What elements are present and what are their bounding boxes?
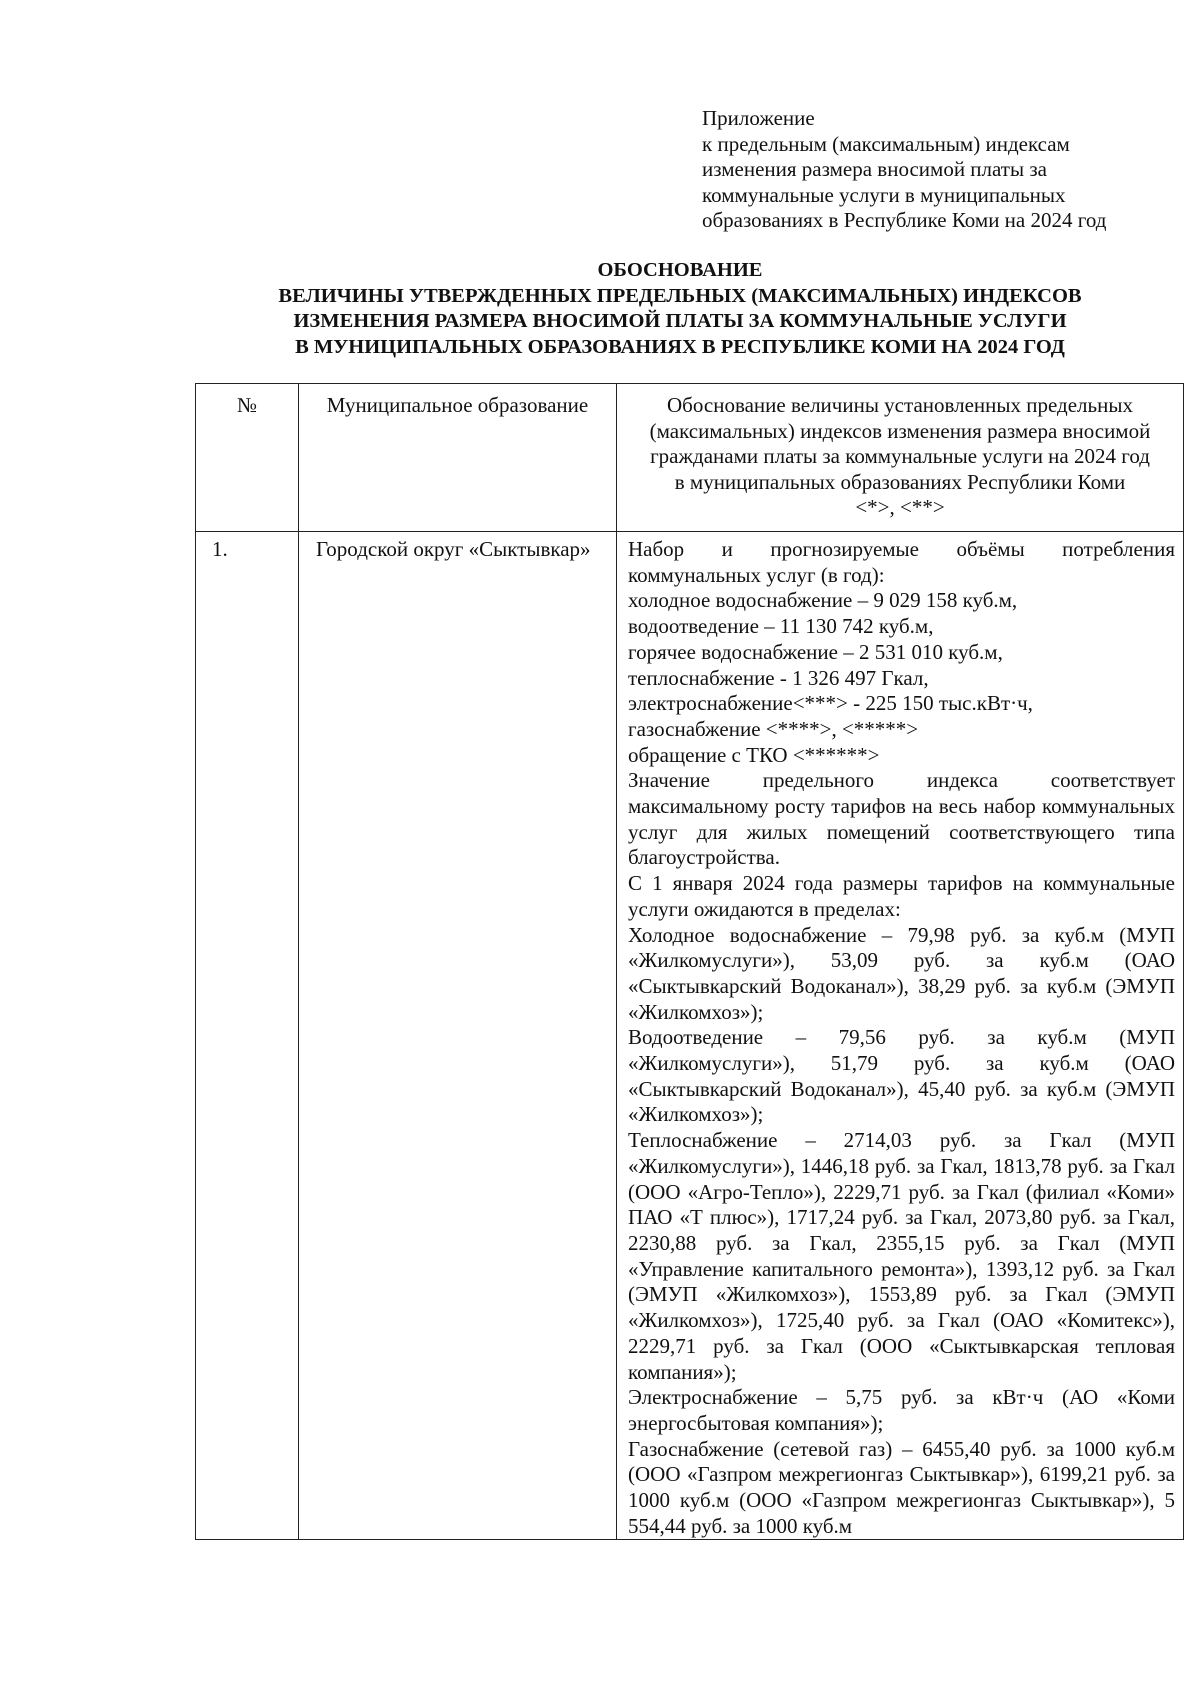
- justification-paragraph: Холодное водоснабжение – 79,98 руб. за куб.м (МУП «Жилкомуслуги»), 53,09 руб. за куб.м (ОАО «Сыктывкарский Водоканал»), 38,29 руб. за куб.м (ЭМУП «Жилкомхоз»);: [628, 922, 1175, 1024]
- appendix-line: образованиях в Республике Коми на 2024 год: [702, 208, 1107, 232]
- justification-paragraph: холодное водоснабжение – 9 029 158 куб.м,: [628, 588, 1018, 613]
- justification-paragraph: газоснабжение <****>, <*****>: [628, 716, 919, 741]
- title-line: ВЕЛИЧИНЫ УТВЕРЖДЕННЫХ ПРЕДЕЛЬНЫХ (МАКСИМАЛЬНЫХ) ИНДЕКСОВ: [278, 284, 1082, 307]
- justification-paragraph: Водоотведение – 79,56 руб. за куб.м (МУП «Жилкомуслуги»), 51,79 руб. за куб.м (ОАО «Сыктывкарский Водоканал»), 45,40 руб. за куб.м (ЭМУП «Жилкомхоз»);: [628, 1025, 1175, 1127]
- justification-paragraph: Значение предельного индекса соответствует максимальному росту тарифов на весь набор коммунальных услуг для жилых помещений соответствующего типа благоустройства.: [628, 768, 1175, 870]
- document-title: [160, 258, 1200, 360]
- justification-paragraph: электроснабжение<***> - 225 150 тыс.кВт·ч,: [628, 691, 1033, 716]
- appendix-line: изменения размера вносимой платы за: [702, 157, 1047, 181]
- justification-paragraph: водоотведение – 11 130 742 куб.м,: [628, 614, 934, 639]
- header-num: №: [196, 384, 299, 532]
- justification-paragraph: Газоснабжение (сетевой газ) – 6455,40 руб. за 1000 куб.м (ООО «Газпром межрегионгаз Сыктывкар»), 6199,21 руб. за 1000 куб.м (ООО «Газпром межрегионгаз Сыктывкар»), 5 554,44 руб. за 1000 куб.м: [628, 1436, 1175, 1538]
- title-line: ИЗМЕНЕНИЯ РАЗМЕРА ВНОСИМОЙ ПЛАТЫ ЗА КОММУНАЛЬНЫЕ УСЛУГИ: [293, 310, 1067, 332]
- justification-paragraph: Теплоснабжение – 2714,03 руб. за Гкал (МУП «Жилкомуслуги»), 1446,18 руб. за Гкал, 1813,78 руб. за Гкал (ООО «Агро-Тепло»), 2229,71 руб. за Гкал (филиал «Коми» ПАО «Т плюс»), 1717,24 руб. за Гкал, 2073,80 руб. за Гкал, 2230,88 руб. за Гкал, 2355,15 руб. за Гкал (МУП «Управление капитального ремонта»), 1393,12 руб. за Гкал (ЭМУП «Жилкомхоз»), 1553,89 руб. за Гкал (ЭМУП «Жилкомхоз»), 1725,40 руб. за Гкал (ОАО «Комитекс»), 2229,71 руб. за Гкал (ООО «Сыктывкарская тепловая компания»);: [628, 1128, 1175, 1384]
- justification-paragraph: теплоснабжение - 1 326 497 Гкал,: [628, 665, 929, 690]
- justification-paragraph: обращение с ТКО <******>: [628, 742, 880, 767]
- justification-table: [195, 383, 1184, 1540]
- table-row: [196, 532, 1184, 1540]
- header-justification-line: гражданами платы за коммунальные услуги на 2024 год: [650, 444, 1150, 468]
- header-justification-line: <*>, <**>: [855, 495, 945, 519]
- appendix-line: к предельным (максимальным) индексам: [702, 131, 1070, 156]
- appendix-line: коммунальные услуги в муниципальных: [702, 182, 1066, 207]
- appendix-note: [702, 106, 1182, 234]
- row-justification: [617, 532, 1184, 1540]
- header-justification-line: в муниципальных образованиях Республики Коми: [674, 469, 1126, 494]
- justification-paragraph: С 1 января 2024 года размеры тарифов на коммунальные услуги ожидаются в пределах:: [628, 871, 1175, 921]
- justification-paragraph: Электроснабжение – 5,75 руб. за кВт·ч (АО «Коми энергосбытовая компания»);: [628, 1385, 1175, 1435]
- title-line: ОБОСНОВАНИЕ: [597, 259, 763, 281]
- appendix-line: Приложение: [702, 106, 815, 130]
- header-justification: [617, 384, 1184, 532]
- row-municipality: Городской округ «Сыктывкар»: [299, 532, 617, 1540]
- header-justification-line: Обоснование величины установленных предельных: [667, 393, 1133, 417]
- row-number: 1.: [196, 532, 299, 1540]
- header-municipality: Муниципальное образование: [299, 384, 617, 532]
- header-justification-line: (максимальных) индексов изменения размера вносимой: [649, 418, 1151, 443]
- title-line: В МУНИЦИПАЛЬНЫХ ОБРАЗОВАНИЯХ В РЕСПУБЛИКЕ КОМИ НА 2024 ГОД: [295, 335, 1065, 358]
- justification-paragraph: горячее водоснабжение – 2 531 010 куб.м,: [628, 639, 1003, 664]
- table-header-row: [196, 384, 1184, 532]
- justification-paragraph: Набор и прогнозируемые объёмы потребления коммунальных услуг (в год):: [628, 537, 1175, 587]
